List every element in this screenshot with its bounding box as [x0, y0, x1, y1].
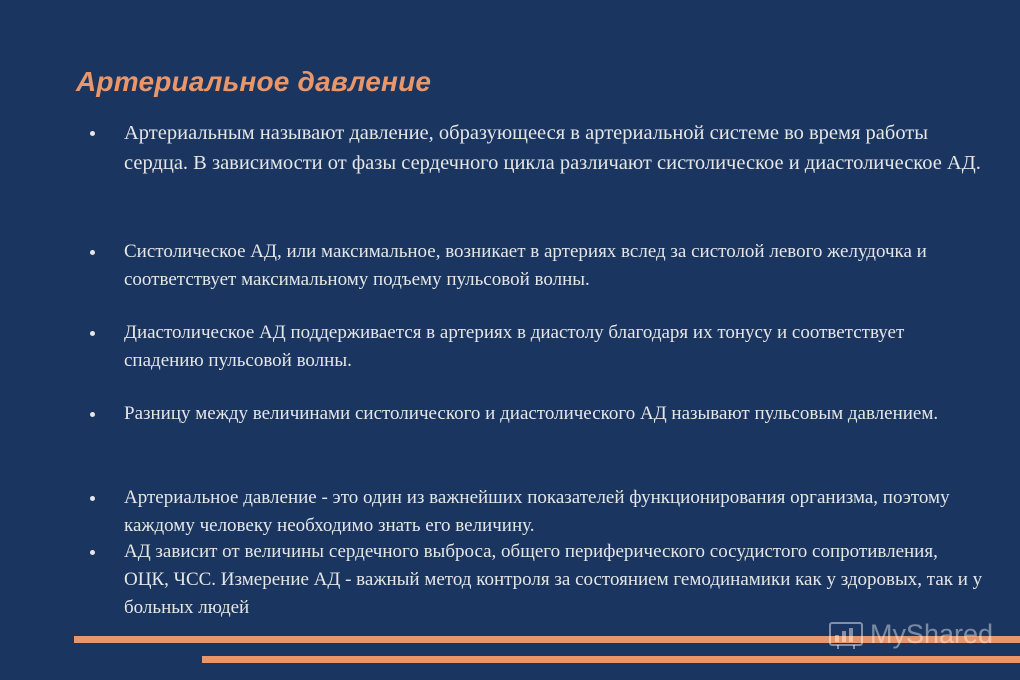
bullet-dot-icon [90, 250, 95, 255]
bullet-dot-icon [90, 496, 95, 501]
watermark [828, 614, 993, 654]
watermark-text: MyShared [870, 618, 994, 649]
chart-logo-icon [828, 617, 866, 651]
bullet-item [124, 238, 984, 294]
bullet-dot-icon [90, 331, 95, 336]
bullet-item [124, 538, 984, 622]
bullet-item [124, 400, 984, 428]
bullet-dot-icon [90, 131, 95, 136]
bullet-text: Систолическое АД, или максимальное, возникает в артериях вслед за систолой левого желудочка и соответствует максимальному подъему пульсовой волны. [124, 241, 927, 290]
bullet-dot-icon [90, 412, 95, 417]
bullet-text: Артериальное давление - это один из важнейших показателей функционирования организма, поэтому каждому человеку необходимо знать его величину. [124, 487, 950, 536]
bullet-text: Диастолическое АД поддерживается в артериях в диастолу благодаря их тонусу и соответствует спадению пульсовой волны. [124, 322, 905, 371]
bullet-dot-icon [90, 550, 95, 555]
bullet-text: Разницу между величинами систолического и диастолического АД называют пульсовым давлением. [124, 403, 939, 424]
bullet-item [124, 484, 984, 540]
bullet-text: Артериальным называют давление, образующееся в артериальной системе во время работы сердца. В зависимости от фазы сердечного цикла различают систолическое и диастолическое АД. [124, 122, 981, 174]
accent-bar-bottom [202, 656, 1020, 663]
bullet-text: АД зависит от величины сердечного выброса, общего периферического сосудистого сопротивления, ОЦК, ЧСС. Измерение АД - важный метод контроля за состоянием гемодинамики как у здоровых, так и у больных людей [124, 541, 983, 618]
slide-title: Артериальное давление [76, 66, 432, 97]
bullet-item [124, 118, 984, 178]
bullet-item [124, 319, 984, 375]
